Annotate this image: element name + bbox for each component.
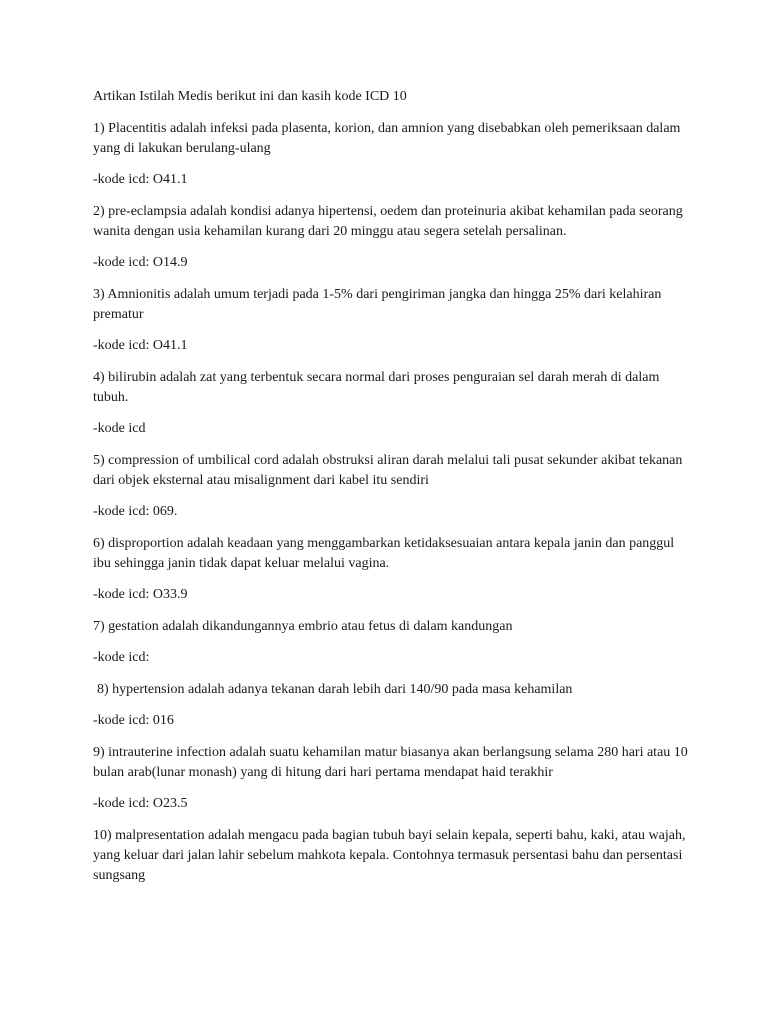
item-4-definition: 4) bilirubin adalah zat yang terbentuk secara normal dari proses penguraian sel darah merah di dalam tubuh. bbox=[93, 370, 660, 405]
item-3-definition: 3) Amnionitis adalah umum terjadi pada 1-5% dari pengiriman jangka dan hingga 25% dari kelahiran prematur bbox=[93, 287, 662, 322]
item-5-code: -kode icd: 069. bbox=[93, 504, 178, 519]
item-1-definition: 1) Placentitis adalah infeksi pada plasenta, korion, dan amnion yang disebabkan oleh pemeriksaan dalam yang di lakukan berulang-ulang bbox=[93, 121, 681, 156]
item-3-code: -kode icd: O41.1 bbox=[93, 338, 188, 353]
item-9-code: -kode icd: O23.5 bbox=[93, 796, 188, 811]
item-10-definition: 10) malpresentation adalah mengacu pada bagian tubuh bayi selain kepala, seperti bahu, kaki, atau wajah, yang keluar dari jalan lahir sebelum mahkota kepala. Contohnya termasuk persentasi bahu dan persentasi sungsang bbox=[93, 828, 686, 883]
item-7-code: -kode icd: bbox=[93, 650, 150, 665]
item-2-code: -kode icd: O14.9 bbox=[93, 255, 188, 270]
item-6-code: -kode icd: O33.9 bbox=[93, 587, 188, 602]
item-1-code: -kode icd: O41.1 bbox=[93, 172, 188, 187]
document-title: Artikan Istilah Medis berikut ini dan kasih kode ICD 10 bbox=[93, 89, 407, 104]
item-8-definition: 8) hypertension adalah adanya tekanan darah lebih dari 140/90 pada masa kehamilan bbox=[97, 682, 573, 697]
item-9-definition: 9) intrauterine infection adalah suatu kehamilan matur biasanya akan berlangsung selama 280 hari atau 10 bulan arab(lunar monash) yang di hitung dari hari pertama mendapat haid terakhir bbox=[93, 745, 688, 780]
item-5-definition: 5) compression of umbilical cord adalah obstruksi aliran darah melalui tali pusat sekunder akibat tekanan dari objek eksternal atau misalignment dari kabel itu sendiri bbox=[93, 453, 683, 488]
item-2-definition: 2) pre-eclampsia adalah kondisi adanya hipertensi, oedem dan proteinuria akibat kehamilan pada seorang wanita dengan usia kehamilan kurang dari 20 minggu atau segera setelah persalinan. bbox=[93, 204, 683, 239]
document-page bbox=[93, 87, 693, 897]
item-4-code: -kode icd bbox=[93, 421, 146, 436]
item-7-definition: 7) gestation adalah dikandungannya embrio atau fetus di dalam kandungan bbox=[93, 619, 513, 634]
item-8-code: -kode icd: 016 bbox=[93, 713, 174, 728]
item-6-definition: 6) disproportion adalah keadaan yang menggambarkan ketidaksesuaian antara kepala janin dan panggul ibu sehingga janin tidak dapat keluar melalui vagina. bbox=[93, 536, 675, 571]
